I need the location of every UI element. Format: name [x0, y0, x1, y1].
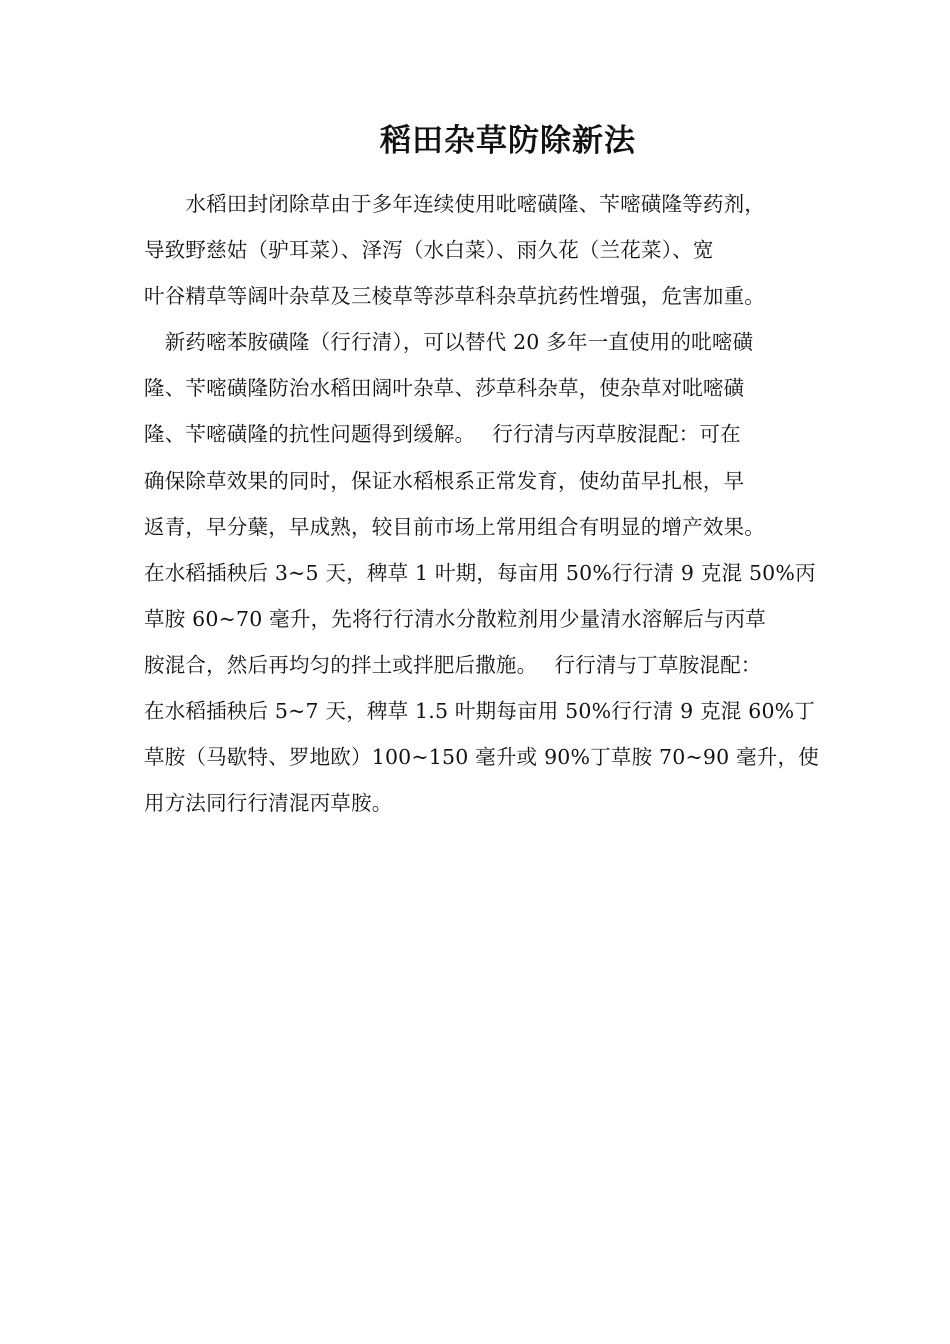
- body-line: 草胺（马歇特、罗地欧）100~150 毫升或 90%丁草胺 70~90 毫升，使: [144, 745, 819, 770]
- body-line: 导致野慈姑（驴耳菜）、泽泻（水白菜）、雨久花（兰花菜）、宽: [144, 238, 714, 263]
- body-line: 在水稻插秧后 3~5 天，稗草 1 叶期，每亩用 50%行行清 9 克混 50%丙: [144, 560, 816, 585]
- body-line: 新药嘧苯胺磺隆（行行清），可以替代 20 多年一直使用的吡嘧磺: [144, 330, 754, 355]
- body-line: 用方法同行行清混丙草胺。: [144, 791, 393, 816]
- body-line: 隆、苄嘧磺隆防治水稻田阔叶杂草、莎草科杂草，使杂草对吡嘧磺: [144, 376, 745, 401]
- body-line: 草胺 60~70 毫升，先将行行清水分散粒剂用少量清水溶解后与丙草: [144, 606, 766, 631]
- document-body: [144, 181, 834, 826]
- body-line: 水稻田封闭除草由于多年连续使用吡嘧磺隆、苄嘧磺隆等药剂，: [144, 192, 765, 216]
- document-title: 稻田杂草防除新法: [380, 123, 636, 159]
- body-line: 叶谷精草等阔叶杂草及三棱草等莎草科杂草抗药性增强，危害加重。: [144, 284, 765, 309]
- body-line: 返青，早分蘖，早成熟，较目前市场上常用组合有明显的增产效果。: [144, 514, 765, 539]
- body-line: 隆、苄嘧磺隆的抗性问题得到缓解。 行行清与丙草胺混配：可在: [144, 422, 741, 447]
- body-line: 胺混合，然后再均匀的拌土或拌肥后撒施。 行行清与丁草胺混配：: [144, 652, 762, 677]
- body-line: 确保除草效果的同时，保证水稻根系正常发育，使幼苗早扎根，早: [144, 468, 745, 493]
- body-line: 在水稻插秧后 5~7 天，稗草 1.5 叶期每亩用 50%行行清 9 克混 60%丁: [144, 699, 816, 724]
